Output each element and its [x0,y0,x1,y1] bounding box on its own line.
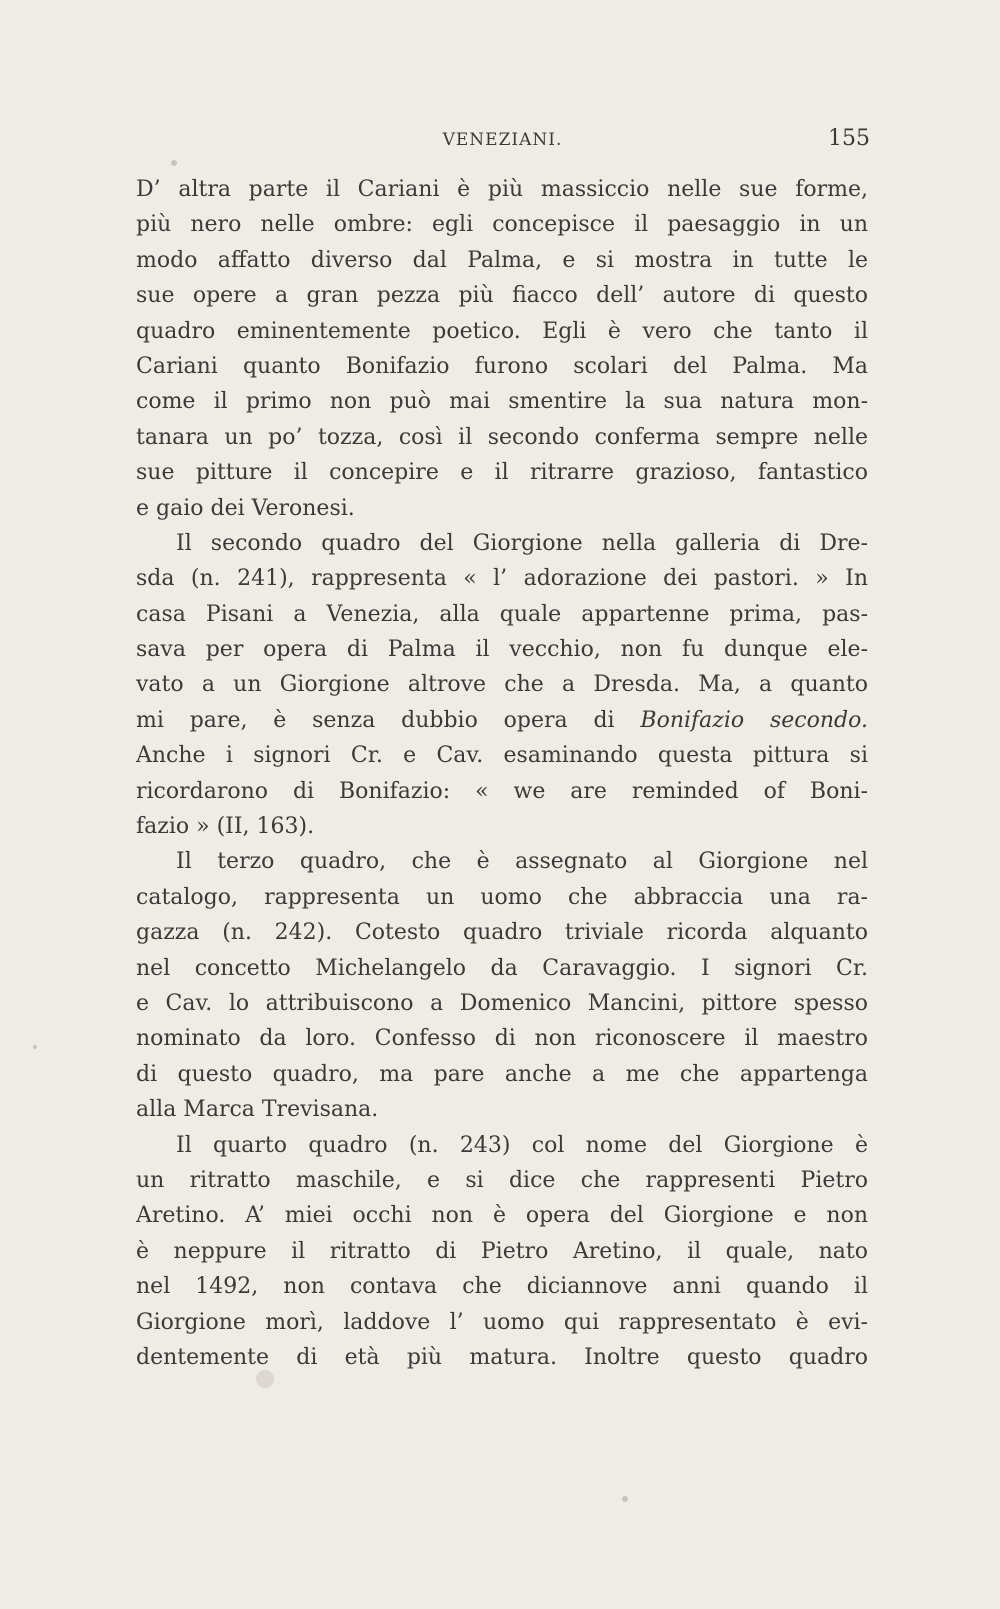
text-line: catalogo, rappresenta un uomo che abbraccia una ra- [136,884,868,910]
text-line: e Cav. lo attribuiscono a Domenico Mancini, pittore spesso [136,990,868,1016]
text-line: più nero nelle ombre: egli concepisce il paesaggio in un [136,212,868,238]
text-line: nel concetto Michelangelo da Caravaggio. I signori Cr. [136,955,868,981]
text-line: quadro eminentemente poetico. Egli è vero che tanto il [136,318,868,344]
text-line: e gaio dei Veronesi. [136,495,355,521]
text-line: sue opere a gran pezza più fiacco dell’ autore di questo [136,283,868,309]
paper-speck [33,1045,37,1049]
paragraph-first-line: Il quarto quadro (n. 243) col nome del Giorgione è [176,1132,868,1158]
page-header [135,126,870,154]
text-line: Anche i signori Cr. e Cav. esaminando questa pittura si [136,743,868,769]
text-line: un ritratto maschile, e si dice che rappresenti Pietro [136,1167,868,1193]
text-line: sda (n. 241), rappresenta « l’ adorazione dei pastori. » In [136,566,868,592]
text-line: di questo quadro, ma pare anche a me che appartenga [136,1061,868,1087]
text-line: Cariani quanto Bonifazio furono scolari del Palma. Ma [136,353,868,379]
text-line: ricordarono di Bonifazio: « we are reminded of Boni- [136,778,868,804]
italic-name: Bonifazio secondo. [640,707,868,733]
text-line: Aretino. A’ miei occhi non è opera del Giorgione e non [136,1203,868,1229]
text-line: come il primo non può mai smentire la sua natura mon- [136,389,868,415]
paper-speck [622,1496,628,1502]
text-segment: mi pare, è senza dubbio opera di [136,707,615,733]
text-line: vato a un Giorgione altrove che a Dresda. Ma, a quanto [136,672,868,698]
running-title: VENEZIANI. [442,130,563,150]
paragraph-first-line: Il secondo quadro del Giorgione nella galleria di Dre- [176,530,868,556]
text-line: alla Marca Trevisana. [136,1097,379,1123]
body-text [136,172,868,1375]
text-line: fazio » (II, 163). [136,814,315,840]
text-line-with-italic [136,703,868,738]
text-line: dentemente di età più matura. Inoltre questo quadro [136,1344,868,1370]
paper-speck [256,1370,274,1388]
page-number: 155 [828,126,870,151]
paragraph-first-line: Il terzo quadro, che è assegnato al Giorgione nel [176,849,868,875]
text-line: D’ altra parte il Cariani è più massiccio nelle sue forme, [136,177,868,202]
text-line: casa Pisani a Venezia, alla quale appartenne prima, pas- [136,601,868,627]
text-line: sava per opera di Palma il vecchio, non fu dunque ele- [136,637,868,663]
text-line: sue pitture il concepire e il ritrarre grazioso, fantastico [136,460,868,486]
text-line: tanara un po’ tozza, così il secondo conferma sempre nelle [136,424,868,450]
text-line: nel 1492, non contava che diciannove anni quando il [136,1274,868,1300]
text-line: nominato da loro. Confesso di non riconoscere il maestro [136,1026,868,1052]
text-line: modo affatto diverso dal Palma, e si mostra in tutte le [136,247,868,273]
paper-speck [171,160,177,166]
text-line: è neppure il ritratto di Pietro Aretino, il quale, nato [136,1238,868,1264]
text-line: gazza (n. 242). Cotesto quadro triviale ricorda alquanto [136,920,868,946]
text-line: Giorgione morì, laddove l’ uomo qui rappresentato è evi- [136,1309,868,1335]
